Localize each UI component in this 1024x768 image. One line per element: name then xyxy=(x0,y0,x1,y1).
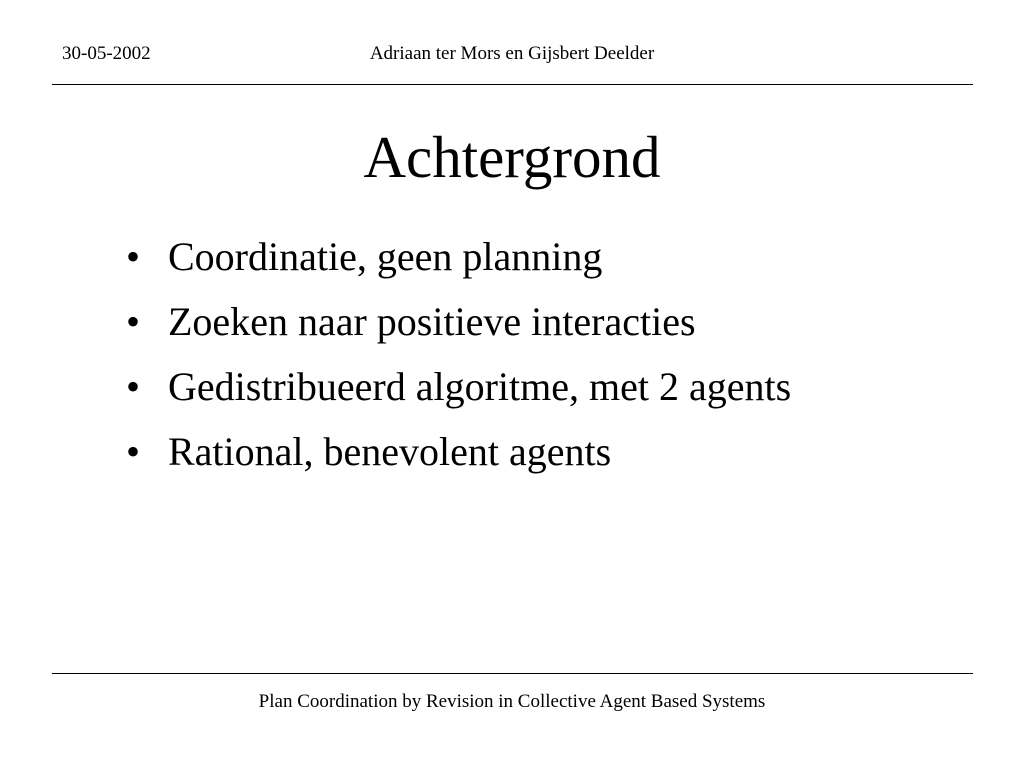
header-authors: Adriaan ter Mors en Gijsbert Deelder xyxy=(369,43,655,64)
bullet-icon: • xyxy=(126,429,141,474)
bullet-icon: • xyxy=(126,234,141,279)
header-divider xyxy=(52,84,973,85)
bullet-text: Zoeken naar positieve interacties xyxy=(168,299,696,344)
footer-divider xyxy=(52,673,973,674)
bullet-text: Gedistribueerd algoritme, met 2 agents xyxy=(168,364,792,409)
header-date: 30-05-2002 xyxy=(62,43,151,64)
bullet-text: Coordinatie, geen planning xyxy=(168,234,603,279)
footer-text: Plan Coordination by Revision in Collective Agent Based Systems xyxy=(258,691,766,712)
bullet-icon: • xyxy=(126,364,141,409)
slide-title: Achtergrond xyxy=(363,124,661,190)
bullet-icon: • xyxy=(126,299,141,344)
bullet-text: Rational, benevolent agents xyxy=(168,429,612,474)
